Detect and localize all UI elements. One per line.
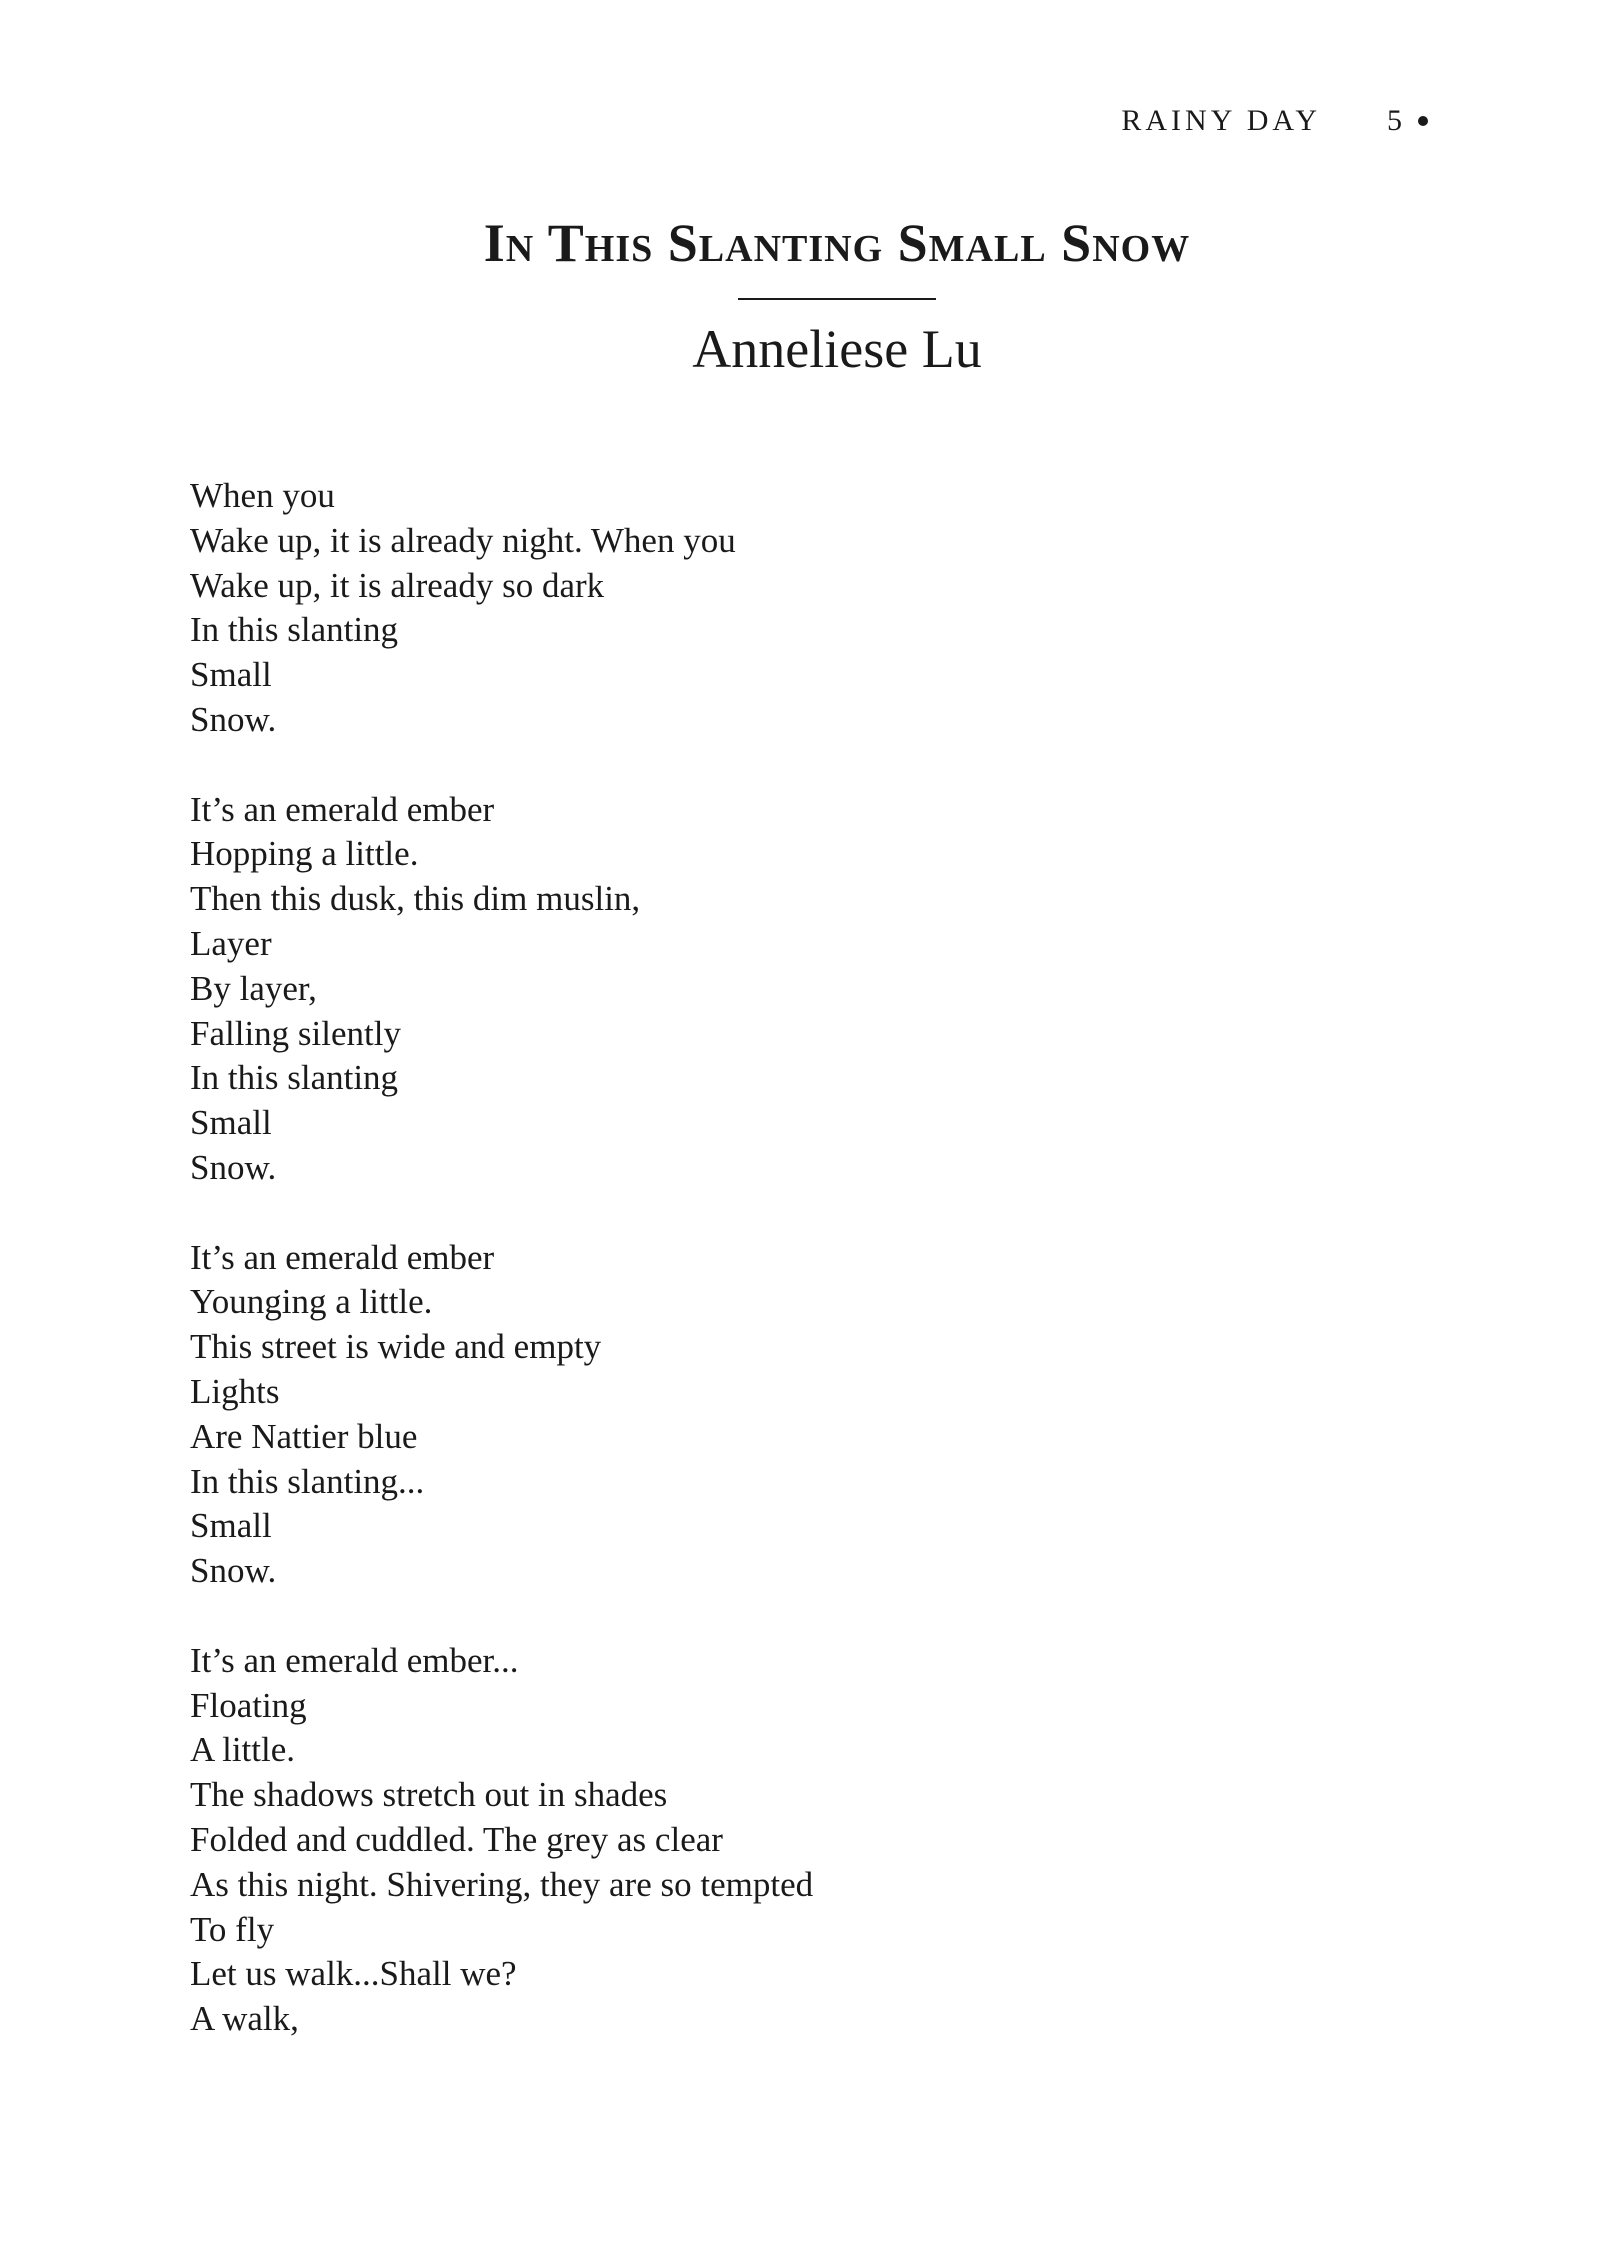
page-number: 5 [1387, 104, 1402, 137]
title-block [0, 210, 1614, 382]
poem-line: It’s an emerald ember [190, 1237, 495, 1277]
poem-line: Floating [190, 1685, 307, 1725]
running-title: RAINY DAY [1121, 104, 1321, 137]
poem-line: Folded and cuddled. The grey as clear [190, 1819, 723, 1859]
poem-author: Anneliese Lu [692, 319, 982, 379]
poem-line: Small [190, 655, 272, 695]
poem-line: As this night. Shivering, they are so tempted [190, 1864, 814, 1904]
poem-line: Hopping a little. [190, 834, 419, 874]
poem-line: In this slanting... [190, 1461, 425, 1501]
poem-line: Are Nattier blue [190, 1416, 418, 1456]
running-header [1121, 104, 1428, 138]
title-divider [738, 298, 936, 300]
poem-line: To fly [190, 1909, 275, 1949]
poem-line: Snow. [190, 699, 277, 739]
poem-line: Snow. [190, 1551, 277, 1591]
poem-line: Small [190, 1506, 272, 1546]
poem-line: Wake up, it is already night. When you [190, 520, 736, 560]
poem-body [190, 474, 1390, 2087]
poem-line: A walk, [190, 1999, 299, 2039]
poem-line: A little. [190, 1730, 295, 1770]
poem-line: In this slanting [190, 610, 399, 650]
poem-line: Younging a little. [190, 1282, 433, 1322]
poem-line: When you [190, 476, 335, 515]
poem-line: Falling silently [190, 1013, 401, 1053]
stanza-4 [190, 1639, 1390, 2042]
poem-line: It’s an emerald ember [190, 789, 495, 829]
poem-line: By layer, [190, 968, 317, 1008]
poem-line: Wake up, it is already so dark [190, 565, 605, 605]
poem-line: Small [190, 1103, 272, 1143]
poem-title: In This Slanting Small Snow [483, 213, 1191, 273]
poem-line: Let us walk...Shall we? [190, 1954, 517, 1994]
stanza-2 [190, 788, 1390, 1191]
poem-line: Then this dusk, this dim muslin, [190, 879, 641, 919]
stanza-1 [190, 474, 1390, 743]
poem-line: Snow. [190, 1147, 277, 1187]
poem-line: The shadows stretch out in shades [190, 1775, 668, 1815]
poem-line: In this slanting [190, 1058, 399, 1098]
poem-line: Layer [190, 923, 272, 963]
bullet-dot-icon [1418, 116, 1428, 126]
poem-line: It’s an emerald ember... [190, 1640, 519, 1680]
poem-line: Lights [190, 1371, 280, 1411]
poem-line: This street is wide and empty [190, 1327, 602, 1367]
stanza-3 [190, 1236, 1390, 1594]
